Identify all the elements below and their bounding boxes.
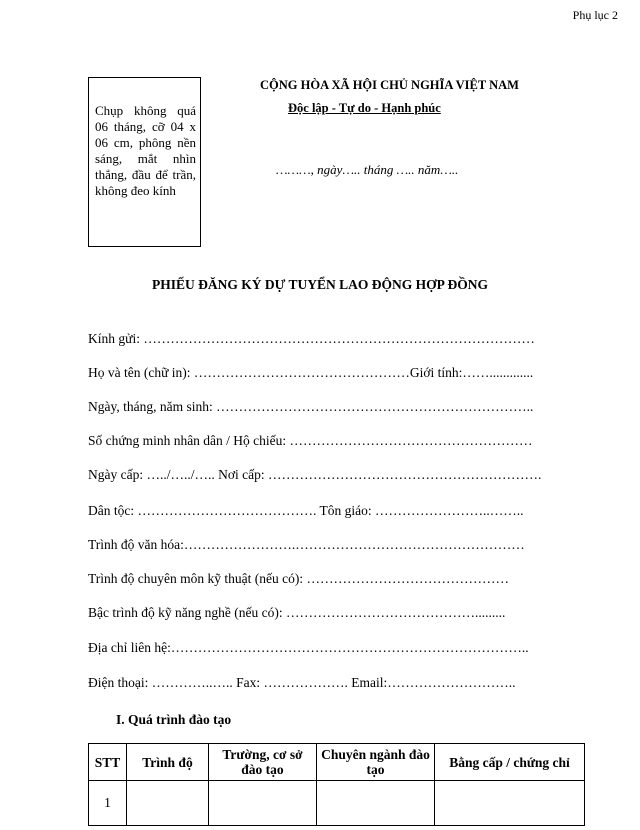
education-level-field[interactable]: Trình độ văn hóa:…………………….…………………………………………… — [88, 537, 525, 552]
issue-date-place-field[interactable]: Ngày cấp: …../…../….. Nơi cấp: ……………………………………………………. — [88, 467, 542, 482]
column-header: Chuyên ngành đào tạo — [317, 744, 435, 781]
column-header: Trường, cơ sở đào tạo — [209, 744, 317, 781]
contact-field[interactable]: Điện thoại: …………..….. Fax: ………………. Email:……………………….. — [88, 675, 516, 690]
id-number-field[interactable]: Số chứng minh nhân dân / Hộ chiếu: ……………………………………………… — [88, 433, 533, 448]
column-header: Bằng cấp / chứng chỉ — [435, 744, 585, 781]
technical-level-field[interactable]: Trình độ chuyên môn kỹ thuật (nếu có): ……………………………………… — [88, 571, 509, 586]
birth-date-field[interactable]: Ngày, tháng, năm sinh: …………………………………………………………….. — [88, 399, 534, 414]
photo-placeholder — [88, 77, 201, 247]
table-cell[interactable] — [317, 781, 435, 826]
national-motto: Độc lập - Tự do - Hạnh phúc — [288, 101, 441, 115]
table-cell[interactable] — [435, 781, 585, 826]
photo-note: Chụp không quá 06 tháng, cỡ 04 x 06 cm, phông nền sáng, mắt nhìn thẳng, đầu để trần, không đeo kính — [95, 103, 196, 198]
date-line: ………, ngày….. tháng ….. năm….. — [276, 162, 459, 177]
appendix-label: Phụ lục 2 — [572, 8, 618, 22]
table-cell[interactable] — [209, 781, 317, 826]
skill-level-field[interactable]: Bậc trình độ kỹ năng nghề (nếu có): ……………………………………......... — [88, 605, 506, 620]
full-name-gender-field[interactable]: Họ và tên (chữ in): …………………………………………Giới tính:……............. — [88, 365, 534, 380]
section-title: I. Quá trình đào tạo — [116, 712, 232, 727]
column-header: STT — [89, 744, 127, 781]
national-title: CỘNG HÒA XÃ HỘI CHỦ NGHĨA VIỆT NAM — [260, 78, 519, 92]
table-header-row — [89, 744, 585, 781]
recipient-field[interactable]: Kính gửi: …………………………………………………………………………… — [88, 331, 535, 346]
table-row — [89, 781, 585, 826]
column-header: Trình độ — [127, 744, 209, 781]
table-cell: 1 — [89, 781, 127, 826]
ethnicity-religion-field[interactable]: Dân tộc: …………………………………. Tôn giáo: ……………………..…….. — [88, 503, 524, 518]
training-table — [88, 743, 585, 826]
form-title: PHIẾU ĐĂNG KÝ DỰ TUYỂN LAO ĐỘNG HỢP ĐỒNG — [151, 277, 489, 292]
address-field[interactable]: Địa chỉ liên hệ:…………………………………………………………………….. — [88, 640, 529, 655]
table-cell[interactable] — [127, 781, 209, 826]
